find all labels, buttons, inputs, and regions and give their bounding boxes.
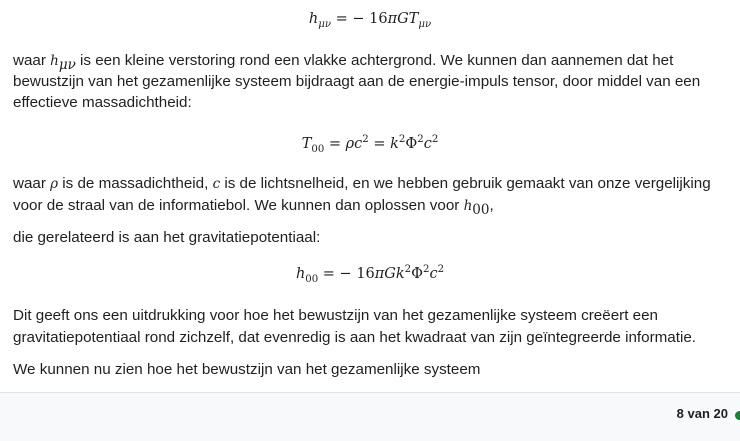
paragraph-mass-density-line2: voor de straal van de informatiebol. We kunnen dan oplossen voor $h_{00}$, [13,197,494,219]
equation-h00: $h_{00}$ = − $16\pi Gk^2\Phi^2c^2$ [295,264,445,285]
status-dot-icon [735,411,740,420]
paragraph-expression-line1: Dit geeft ons een uitdrukking voor hoe het bewustzijn van het gezamenlijke systeem creëert een [13,307,658,324]
equation-metric-perturbation: $h_{\mu\nu}$ = − 16πGT$_{\mu\nu}$ [308,11,432,30]
draft-page-counter[interactable]: 8 van 20 [676,406,728,421]
paragraph-gravitational-potential: die gerelateerd is aan het gravitatiepotentiaal: [13,229,321,246]
paragraph-perturbation-line3: effectieve massadichtheid: [13,94,192,111]
paragraph-expression-line2: gravitatiepotentiaal rond zichzelf, dat evenredig is aan het kwadraat van zijn geïntegreerde informatie. [13,329,696,346]
paragraph-perturbation-line1: waar $h_{\mu\nu}$ is een kleine verstoring rond een vlakke achtergrond. We kunnen dan aannemen dat het [13,52,674,74]
equation-energy-density: $T_{00} = \rho c^2 = k^2\Phi^2c^2$ [301,134,439,155]
paragraph-mass-density-line1: waar ρ is de massadichtheid, c is de lichtsnelheid, en we hebben gebruik gemaakt van onze vergelijking [13,175,711,192]
paragraph-conclusion: We kunnen nu zien hoe het bewustzijn van het gezamenlijke systeem [13,361,481,378]
paragraph-perturbation-line2: bewustzijn van het gezamenlijke systeem bijdraagt aan de energie-impuls tensor, door middel van een [13,73,701,90]
response-footer [0,392,740,441]
